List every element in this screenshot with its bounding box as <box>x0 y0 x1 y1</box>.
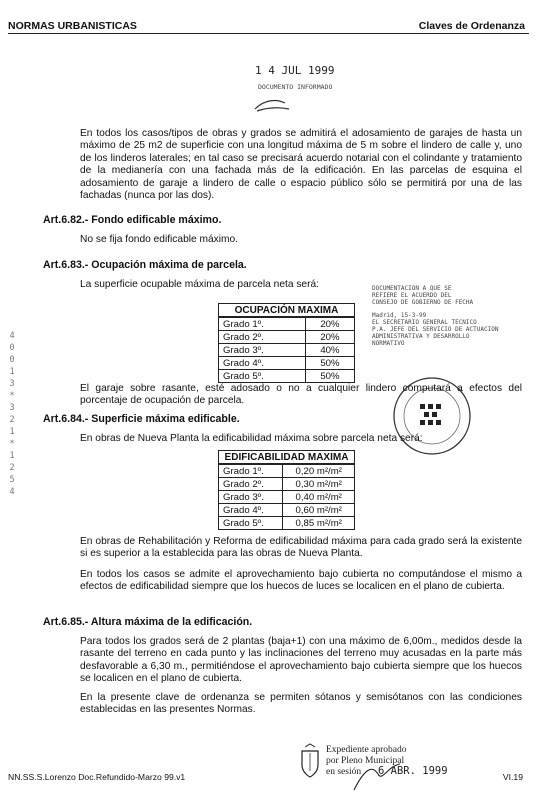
edificabilidad-table <box>218 450 355 530</box>
stamp-line: Madrid, 15-3-99 <box>372 312 427 319</box>
article-code: Art.6.83.- <box>43 259 89 271</box>
article-682-heading <box>43 214 221 226</box>
stamp-line: CONSEJO DE GOBIERNO DE FECHA <box>372 299 474 306</box>
value-cell: 0,40 m²/m² <box>283 491 355 504</box>
intro-paragraph: En todos los casos/tipos de obras y grados se admitirá el adosamiento de garajes de hasta un máximo de 25 m2 de superficie con una longitud máxima de 5 m sobre el lindero de calle y, uno de los linderos laterales; en tal caso se precisará acuerdo notarial con el colindante y tratamiento de la medianería con una fachada más de la edificación. En las parcelas de esquina el adosamiento de garaje a lindero de calle o espacio público sólo se permitirá por una de las fachadas (nunca por las dos). <box>80 128 522 202</box>
edificabilidad-table-header: EDIFICABILIDAD MAXIMA <box>219 451 355 465</box>
value-cell: 20% <box>305 331 354 344</box>
value-cell: 0,30 m²/m² <box>283 478 355 491</box>
document-header-right: Claves de Ordenanza <box>418 20 525 32</box>
stamp-line: DOCUMENTACION A QUE SE <box>372 285 452 292</box>
grado-cell: Grado 5º. <box>219 370 306 383</box>
municipal-coat-of-arms-icon <box>296 743 324 781</box>
grado-cell: Grado 1º. <box>219 317 306 331</box>
ocupacion-table <box>218 303 355 383</box>
stamp-status: DOCUMENTO INFORMADO <box>258 83 333 91</box>
value-cell: 0,85 m²/m² <box>283 517 355 530</box>
grado-cell: Grado 4º. <box>219 357 306 370</box>
stamp-line: REFIERE EL ACUERDO DEL <box>372 292 452 299</box>
table-row <box>219 478 355 491</box>
stamp-date: 1 4 JUL 1999 <box>255 64 335 77</box>
header-rule <box>8 33 529 34</box>
table-row <box>219 344 355 357</box>
value-cell: 20% <box>305 317 354 331</box>
article-code: Art.6.85.- <box>43 616 89 628</box>
table-row <box>219 370 355 383</box>
stamp-line: NORMATIVO <box>372 340 405 347</box>
footer-page-number: VI.19 <box>502 772 523 782</box>
value-cell: 0,60 m²/m² <box>283 504 355 517</box>
article-684-heading <box>43 413 240 425</box>
article-title: Fondo edificable máximo. <box>91 214 222 226</box>
article-title: Superficie máxima edificable. <box>91 413 240 425</box>
document-header-left: NORMAS URBANISTICAS <box>8 20 137 32</box>
grado-cell: Grado 3º. <box>219 491 283 504</box>
article-title: Ocupación máxima de parcela. <box>91 259 247 271</box>
article-684-intro: En obras de Nueva Planta la edificabilidad máxima sobre parcela neta será: <box>80 433 423 444</box>
article-683-heading <box>43 259 247 271</box>
value-cell: 50% <box>305 357 354 370</box>
article-685-para2: En la presente clave de ordenanza se permiten sótanos y semisótanos con las condiciones establecidas en las presentes Normas. <box>80 692 522 716</box>
article-code: Art.6.82.- <box>43 214 89 226</box>
approval-line: en sesión <box>326 767 362 777</box>
article-683-intro: La superficie ocupable máxima de parcela neta será: <box>80 279 319 290</box>
table-row <box>219 517 355 530</box>
stamp-line: P.A. JEFE DEL SERVICIO DE ACTUACION <box>372 326 499 333</box>
article-684-para2: En todos los casos se admite el aprovechamiento bajo cubierta no computándose el mismo a efectos de edificabilidad siempre que los huecos de luces se localicen en el plano de cubierta. <box>80 569 522 593</box>
article-title: Altura máxima de la edificación. <box>90 616 253 628</box>
grado-cell: Grado 2º. <box>219 478 283 491</box>
table-row <box>219 504 355 517</box>
article-682-text: No se fija fondo edificable máximo. <box>80 234 238 245</box>
value-cell: 50% <box>305 370 354 383</box>
value-cell: 0,20 m²/m² <box>283 464 355 478</box>
table-row <box>219 357 355 370</box>
approval-line: Expediente aprobado <box>326 745 407 755</box>
grado-cell: Grado 1º. <box>219 464 283 478</box>
article-684-para1: En obras de Rehabilitación y Reforma de edificabilidad máxima para cada grado será la existente si es superior a la establecida para las obras de Nueva Planta. <box>80 536 522 560</box>
grado-cell: Grado 5º. <box>219 517 283 530</box>
value-cell: 40% <box>305 344 354 357</box>
top-stamp-signature <box>225 95 295 115</box>
consejo-stamp <box>372 285 522 347</box>
grado-cell: Grado 3º. <box>219 344 306 357</box>
stamp-line: ADMINISTRATIVA Y DESARROLLO <box>372 333 470 340</box>
table-row <box>219 331 355 344</box>
article-code: Art.6.84.- <box>43 413 89 425</box>
article-683-after: El garaje sobre rasante, esté adosado o no a cualquier lindero computará a efectos del porcentaje de ocupación de parcela. <box>80 383 522 407</box>
table-row <box>219 317 355 331</box>
approval-line: por Pleno Municipal <box>326 756 405 766</box>
ocupacion-table-header: OCUPACIÓN MAXIMA <box>219 304 355 318</box>
margin-registry-number: 4 0 0 1 3 * 3 2 1 * 1 2 5 4 <box>9 331 15 497</box>
table-row <box>219 464 355 478</box>
stamp-line: EL SECRETARIO GENERAL TECNICO <box>372 319 477 326</box>
footer-document-ref: NN.SS.S.Lorenzo Doc.Refundido-Marzo 99.v1 <box>8 772 186 782</box>
article-685-para1: Para todos los grados será de 2 plantas (baja+1) con una máximo de 6,00m., medidos desde la rasante del terreno en cada punto y las inclinaciones del terreno muy acusadas en la parte más desfavorable a 6,30 m., permitiéndose el aprovechamiento bajo cubierta siempre que los huecos se localicen en el plano de cubierta. <box>80 636 522 685</box>
approval-stamp-date: 6 ABR. 1999 <box>378 765 448 777</box>
table-row <box>219 491 355 504</box>
grado-cell: Grado 4º. <box>219 504 283 517</box>
article-685-heading <box>43 616 252 628</box>
grado-cell: Grado 2º. <box>219 331 306 344</box>
signature-scribble <box>350 760 410 795</box>
